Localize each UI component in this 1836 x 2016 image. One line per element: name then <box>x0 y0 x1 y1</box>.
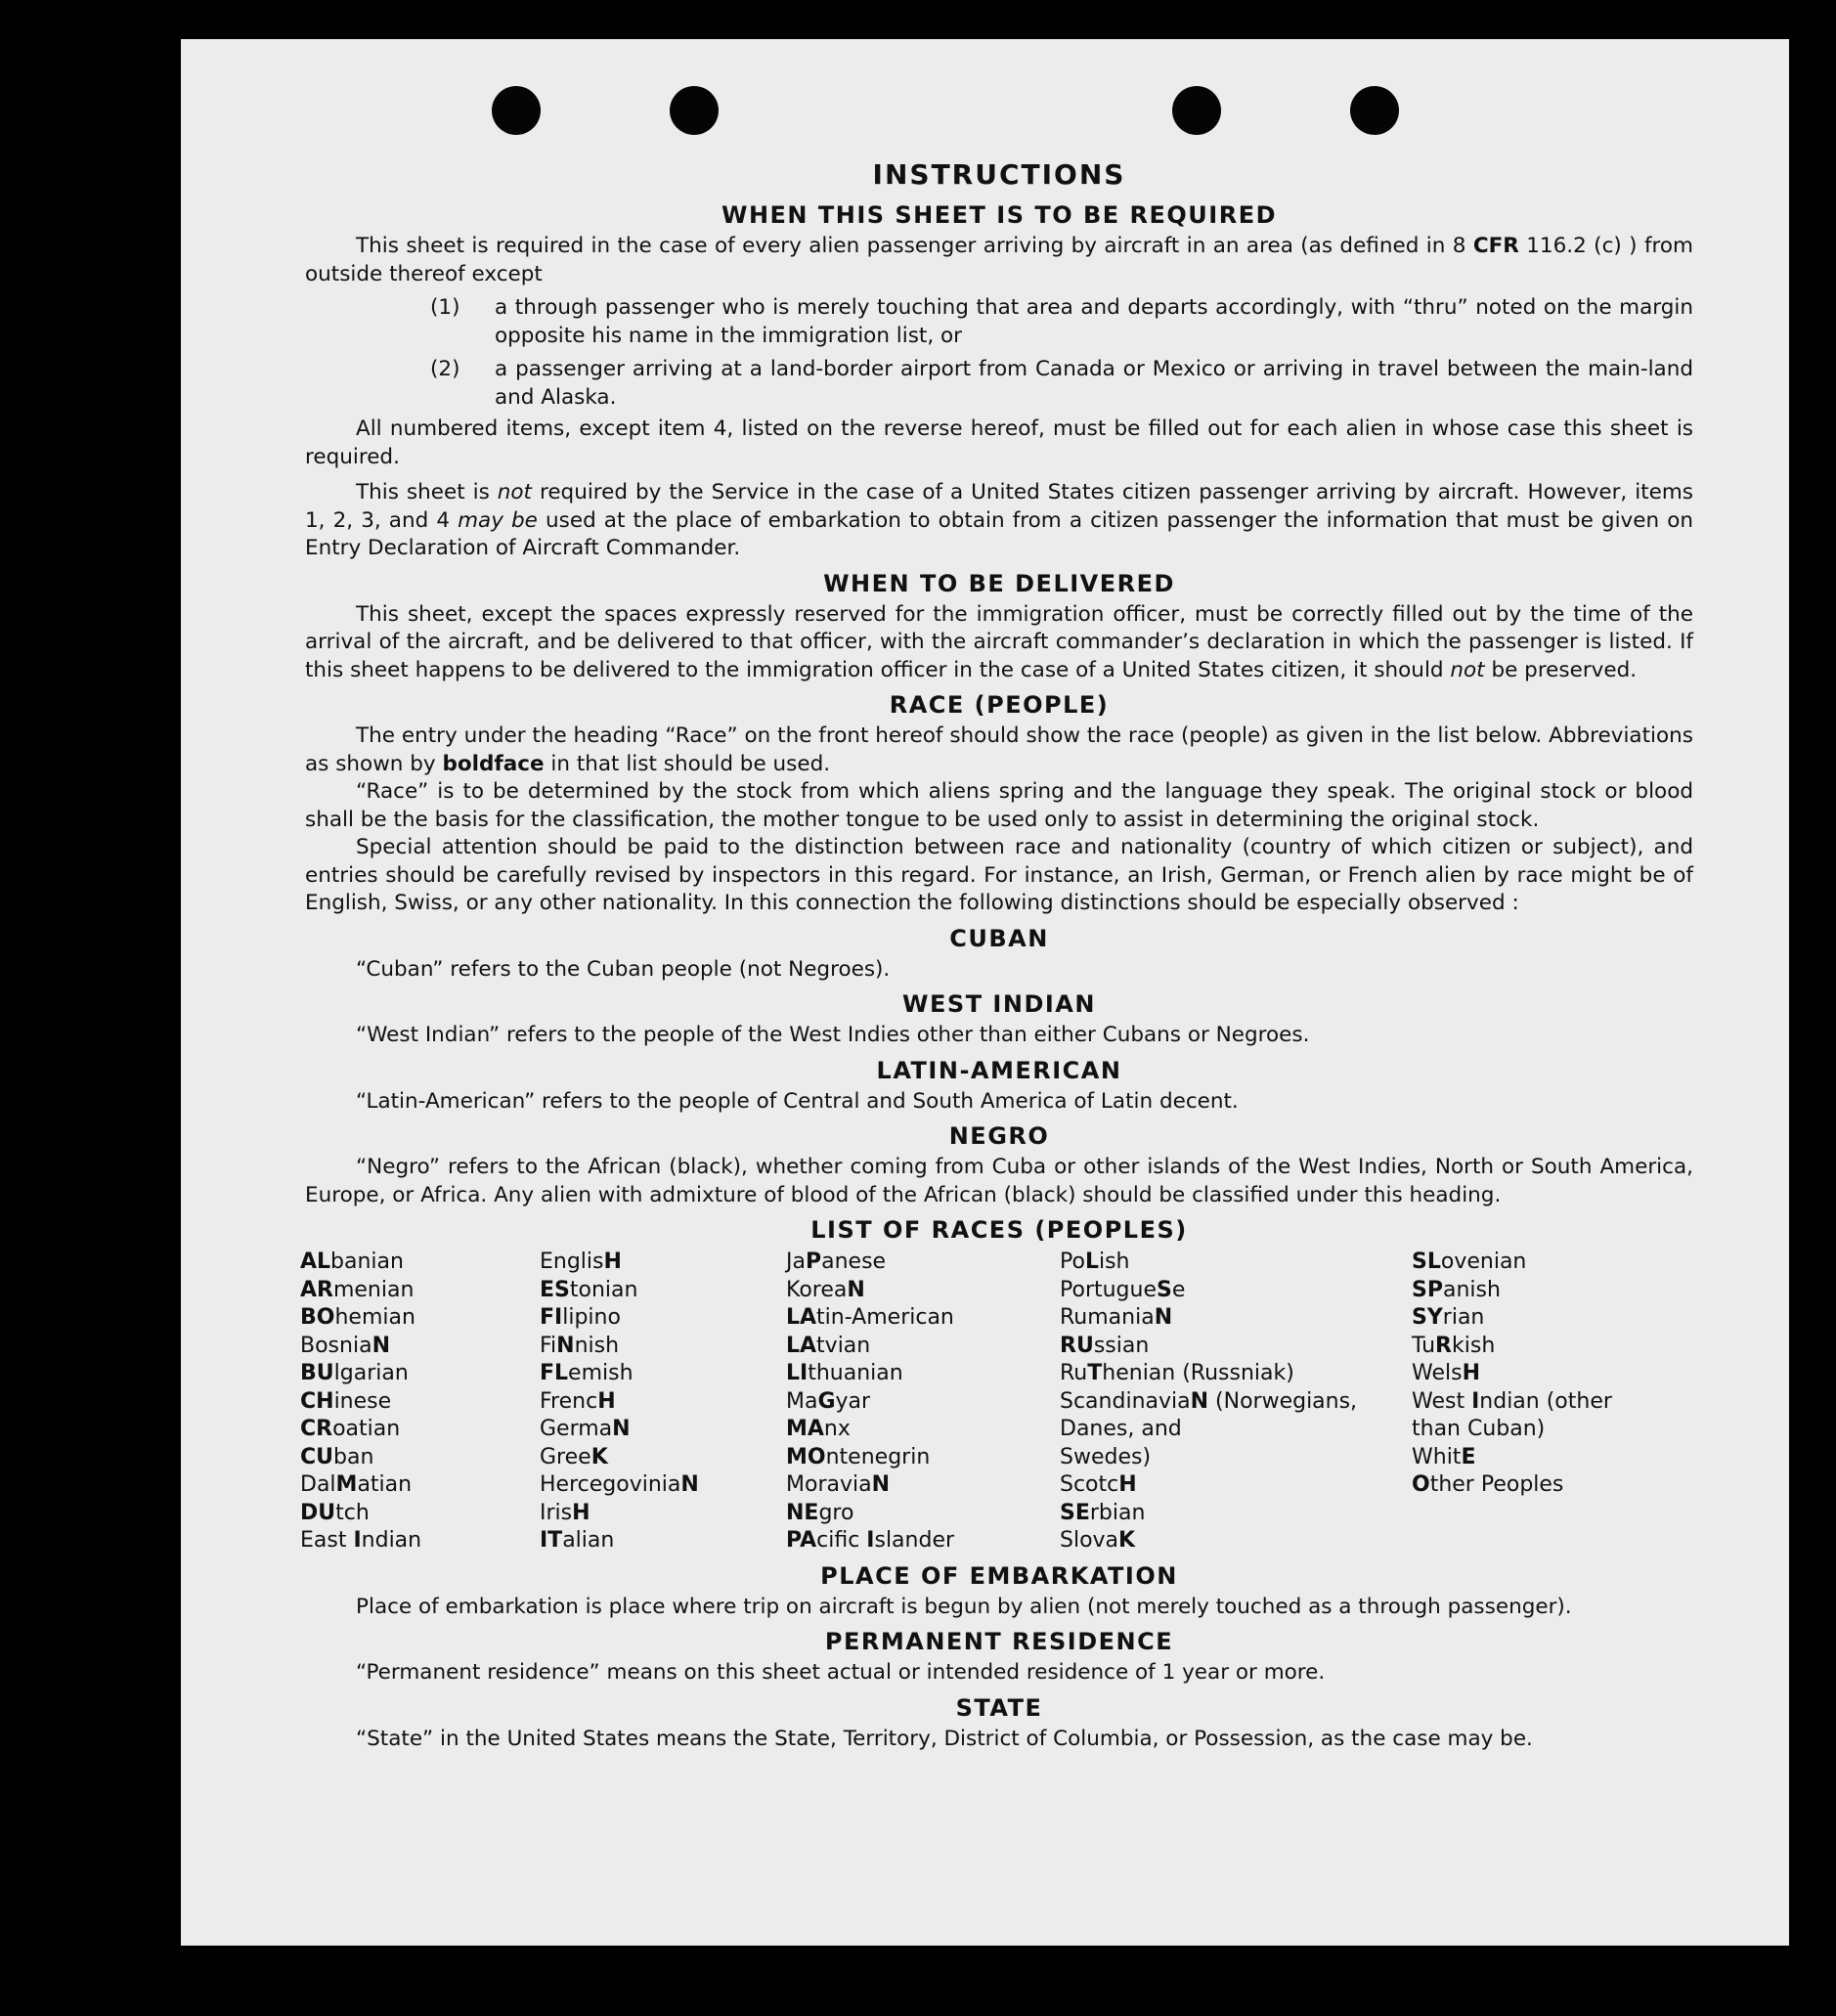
race-list-item: GreeK <box>540 1444 608 1469</box>
race-para-1: The entry under the heading “Race” on the front hereof should show the race (people) as given in the list below. Abbreviations as shown by boldface in that list should be used. <box>305 723 1693 776</box>
section-heading-negro: NEGRO <box>948 1122 1050 1150</box>
race-list-item: NEgro <box>786 1500 854 1525</box>
race-list-item: CRoatian <box>300 1417 401 1441</box>
race-list-column <box>300 1249 540 1556</box>
race-list-item: WelsH <box>1412 1361 1480 1385</box>
race-list-item: Other Peoples <box>1412 1472 1564 1497</box>
race-list-item: GermaN <box>540 1417 631 1441</box>
race-list-item: MOntenegrin <box>786 1444 931 1469</box>
race-list-item: ITalian <box>540 1528 615 1553</box>
race-list-item: PoLish <box>1060 1249 1130 1274</box>
race-list-item: DalMatian <box>300 1472 413 1497</box>
race-list-item: BUlgarian <box>300 1361 409 1385</box>
section-heading-race-list: LIST OF RACES (PEOPLES) <box>810 1216 1188 1244</box>
negro-text: “Negro” refers to the African (black), whether coming from Cuba or other islands of the West Indies, North or South America, Europe, or Africa. Any alien with admixture of blood of the African (black) should be classified under this heading. <box>305 1155 1693 1207</box>
race-list-column <box>786 1249 1060 1556</box>
race-list-item: JaPanese <box>786 1249 887 1274</box>
race-list-item: FIlipino <box>540 1305 621 1330</box>
section-heading-permanent-residence: PERMANENT RESIDENCE <box>824 1628 1174 1655</box>
race-list-item: SPanish <box>1412 1277 1501 1302</box>
race-list-column <box>1060 1249 1412 1556</box>
race-list-item: SlovaK <box>1060 1528 1136 1553</box>
race-list-column <box>540 1249 786 1556</box>
race-list-item: CHinese <box>300 1388 392 1414</box>
race-list-item: CUban <box>300 1444 374 1469</box>
exception-item-2: (2) a passenger arriving at a land-border airport from Canada or Mexico or arriving in travel between the main-land and Alaska. <box>430 357 1693 410</box>
race-list-item: RUssian <box>1060 1333 1150 1358</box>
race-list-item: Danes, and <box>1060 1417 1182 1441</box>
section-heading-cuban: CUBAN <box>949 924 1049 952</box>
section-heading-state: STATE <box>955 1693 1043 1722</box>
race-list-item: MaGyar <box>786 1388 871 1414</box>
race-list-item: than Cuban) <box>1412 1417 1546 1441</box>
section-heading-embarkation: PLACE OF EMBARKATION <box>820 1561 1178 1590</box>
race-list-item: East Indian <box>300 1528 422 1553</box>
race-list-item: ScotcH <box>1060 1472 1137 1497</box>
race-list-item: DUtch <box>300 1500 370 1525</box>
race-list-item: PAcific Islander <box>786 1528 955 1553</box>
state-text: “State” in the United States means the State, Territory, District of Columbia, or Possession, as the case may be. <box>356 1726 1533 1751</box>
race-list-item: ARmenian <box>300 1277 415 1302</box>
permanent-residence-text: “Permanent residence” means on this sheet actual or intended residence of 1 year or more. <box>356 1660 1326 1685</box>
race-list-item: KoreaN <box>786 1277 865 1302</box>
required-para-3: This sheet is not required by the Service in the case of a United States citizen passenger arriving by aircraft. However, items 1, 2, 3, and 4 may be used at the place of embarkation to obtain from a citizen passenger the information that must be given on Entry Declaration of Aircraft Commander. <box>305 480 1694 560</box>
race-list-item: EStonian <box>540 1277 638 1302</box>
race-list-item: SYrian <box>1412 1305 1485 1330</box>
race-list-item: SErbian <box>1060 1500 1146 1525</box>
race-list-item: HercegoviniaN <box>540 1472 699 1497</box>
delivered-text: This sheet, except the spaces expressly reserved for the immigration officer, must be correctly filled out by the time of the arrival of the aircraft, and be delivered to that officer, with the aircraft commander’s declaration in which the passenger is listed. If this sheet happens to be delivered to the immigration officer in the case of a United States citizen, it should not be preserved. <box>305 601 1693 682</box>
race-list-item: MoraviaN <box>786 1472 891 1497</box>
race-list-item: ScandinaviaN (Norwegians, <box>1060 1388 1358 1414</box>
section-heading-latin-american: LATIN-AMERICAN <box>876 1056 1122 1084</box>
cuban-text: “Cuban” refers to the Cuban people (not Negroes). <box>356 956 891 982</box>
required-para-2: All numbered items, except item 4, listed on the reverse hereof, must be filled out for each alien in whose case this sheet is required. <box>305 416 1693 469</box>
section-heading-west-indian: WEST INDIAN <box>902 990 1096 1018</box>
race-list <box>300 1249 1693 1556</box>
punch-hole <box>492 86 541 135</box>
page-title: INSTRUCTIONS <box>872 158 1126 191</box>
document-sheet <box>181 39 1789 1946</box>
instructions-content <box>300 154 1694 1753</box>
race-list-item: RuThenian (Russniak) <box>1060 1361 1294 1385</box>
race-list-item: FrencH <box>540 1388 616 1414</box>
race-list-item: LIthuanian <box>786 1361 903 1385</box>
required-intro: This sheet is required in the case of every alien passenger arriving by aircraft in an area (as defined in 8 CFR 116.2 (c) ) from outside thereof except <box>305 234 1693 286</box>
race-list-item: ALbanian <box>300 1249 404 1274</box>
latin-american-text: “Latin-American” refers to the people of Central and South America of Latin decent. <box>356 1088 1239 1114</box>
exception-item-1: (1) a through passenger who is merely touching that area and departs accordingly, with “thru” noted on the margin opposite his name in the immigration list, or <box>430 295 1693 348</box>
race-list-item: EnglisH <box>540 1249 622 1274</box>
race-list-item: SLovenian <box>1412 1249 1527 1274</box>
race-para-3: Special attention should be paid to the distinction between race and nationality (country of which citizen or subject), and entries should be carefully revised by inspectors in this regard. For instance, an Irish, German, or French alien by race might be of English, Swiss, or any other nationality. In this connection the following distinctions should be especially observed : <box>305 835 1693 915</box>
race-list-item: BOhemian <box>300 1305 415 1330</box>
race-list-item: FiNnish <box>540 1333 620 1358</box>
race-list-item: TuRkish <box>1412 1333 1496 1358</box>
race-list-item: IrisH <box>540 1500 590 1525</box>
race-list-item: PortugueSe <box>1060 1277 1186 1302</box>
section-heading-race: RACE (PEOPLE) <box>889 691 1110 719</box>
punch-hole <box>1350 86 1399 135</box>
race-para-2: “Race” is to be determined by the stock from which aliens spring and the language they speak. The original stock or blood shall be the basis for the classification, the mother tongue to be used only to assist in determining the original stock. <box>305 779 1693 832</box>
race-list-item: RumaniaN <box>1060 1305 1173 1330</box>
west-indian-text: “West Indian” refers to the people of the West Indies other than either Cubans or Negroes. <box>356 1023 1310 1047</box>
race-list-item: MAnx <box>786 1417 851 1441</box>
race-list-item: Swedes) <box>1060 1444 1152 1469</box>
section-heading-delivered: WHEN TO BE DELIVERED <box>823 569 1175 597</box>
race-list-item: West Indian (other <box>1412 1388 1612 1414</box>
race-list-item: BosniaN <box>300 1333 390 1358</box>
race-list-item: WhitE <box>1412 1444 1476 1469</box>
race-list-column <box>1412 1249 1685 1556</box>
race-list-item: LAtin-American <box>786 1305 954 1330</box>
section-heading-required: WHEN THIS SHEET IS TO BE REQUIRED <box>721 201 1278 229</box>
race-list-item: FLemish <box>540 1361 634 1385</box>
punch-hole <box>1172 86 1221 135</box>
punch-hole <box>670 86 719 135</box>
embarkation-text: Place of embarkation is place where trip on aircraft is begun by alien (not merely touched as a through passenger). <box>356 1594 1572 1619</box>
race-list-item: LAtvian <box>786 1333 871 1358</box>
